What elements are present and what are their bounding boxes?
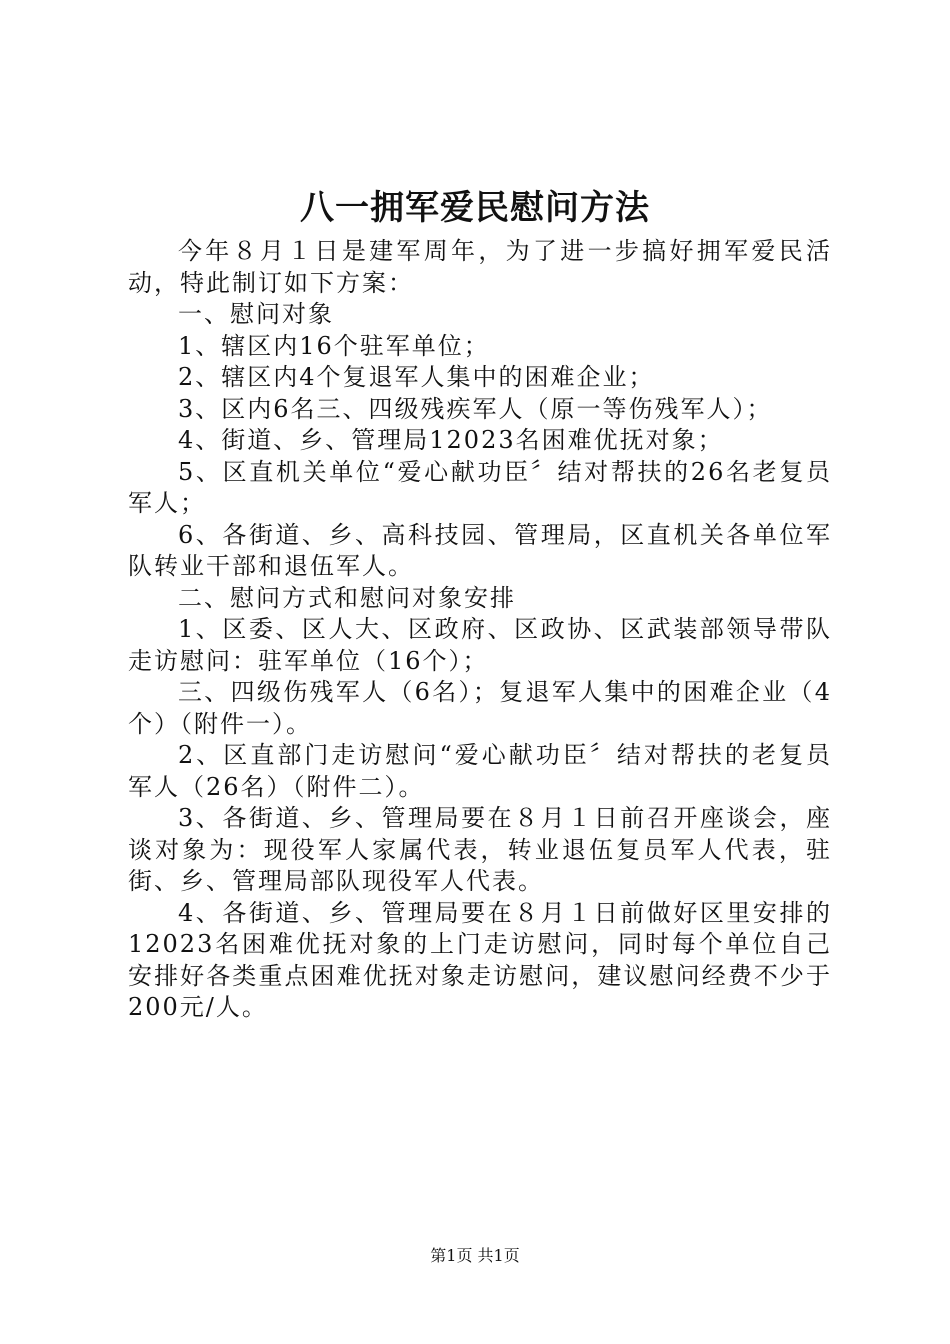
document-body [128, 236, 832, 1024]
list-item-2: 2、辖区内4个复退军人集中的困难企业； [178, 363, 655, 391]
list-item-1: 1、辖区内16个驻军单位； [178, 331, 490, 360]
paragraph-intro: 今年８月１日是建军周年，为了进一步搞好拥军爱民活动，特此制订如下方案： [128, 237, 832, 297]
arrangement-item-1: 1、区委、区人大、区政府、区政协、区武装部领导带队走访慰问：驻军单位（16个）； [128, 615, 832, 675]
section-heading-2: 二、慰问方式和慰问对象安排 [178, 583, 516, 612]
list-item-3: 3、区内6名三、四级残疾军人（原一等伤残军人）； [178, 394, 773, 423]
arrangement-item-2: 2、区直部门走访慰问“爱心献功臣〞结对帮扶的老复员军人（26名）（附件二）。 [128, 741, 832, 801]
section-heading-1: 一、慰问对象 [178, 300, 334, 328]
page-footer: 第1页 共1页 [430, 1246, 520, 1265]
list-item-6: 6、各街道、乡、高科技园、管理局，区直机关各单位军队转业干部和退伍军人。 [128, 520, 832, 580]
document-title: 八一拥军爱民慰问方法 [300, 188, 650, 228]
arrangement-item-1-cont: 三、四级伤残军人（6名）；复退军人集中的困难企业（4个）（附件一）。 [128, 678, 832, 738]
arrangement-item-4: 4、各街道、乡、管理局要在８月１日前做好区里安排的12023名困难优抚对象的上门走访慰问，同时每个单位自己安排好各类重点困难优抚对象走访慰问，建议慰问经费不少于200元/人。 [128, 898, 832, 1021]
list-item-4: 4、街道、乡、管理局12023名困难优抚对象； [178, 426, 724, 454]
list-item-5: 5、区直机关单位“爱心献功臣〞结对帮扶的26名老复员军人； [128, 457, 832, 517]
arrangement-item-3: 3、各街道、乡、管理局要在８月１日前召开座谈会，座谈对象为：现役军人家属代表，转业退伍复员军人代表，驻街、乡、管理局部队现役军人代表。 [128, 804, 832, 895]
